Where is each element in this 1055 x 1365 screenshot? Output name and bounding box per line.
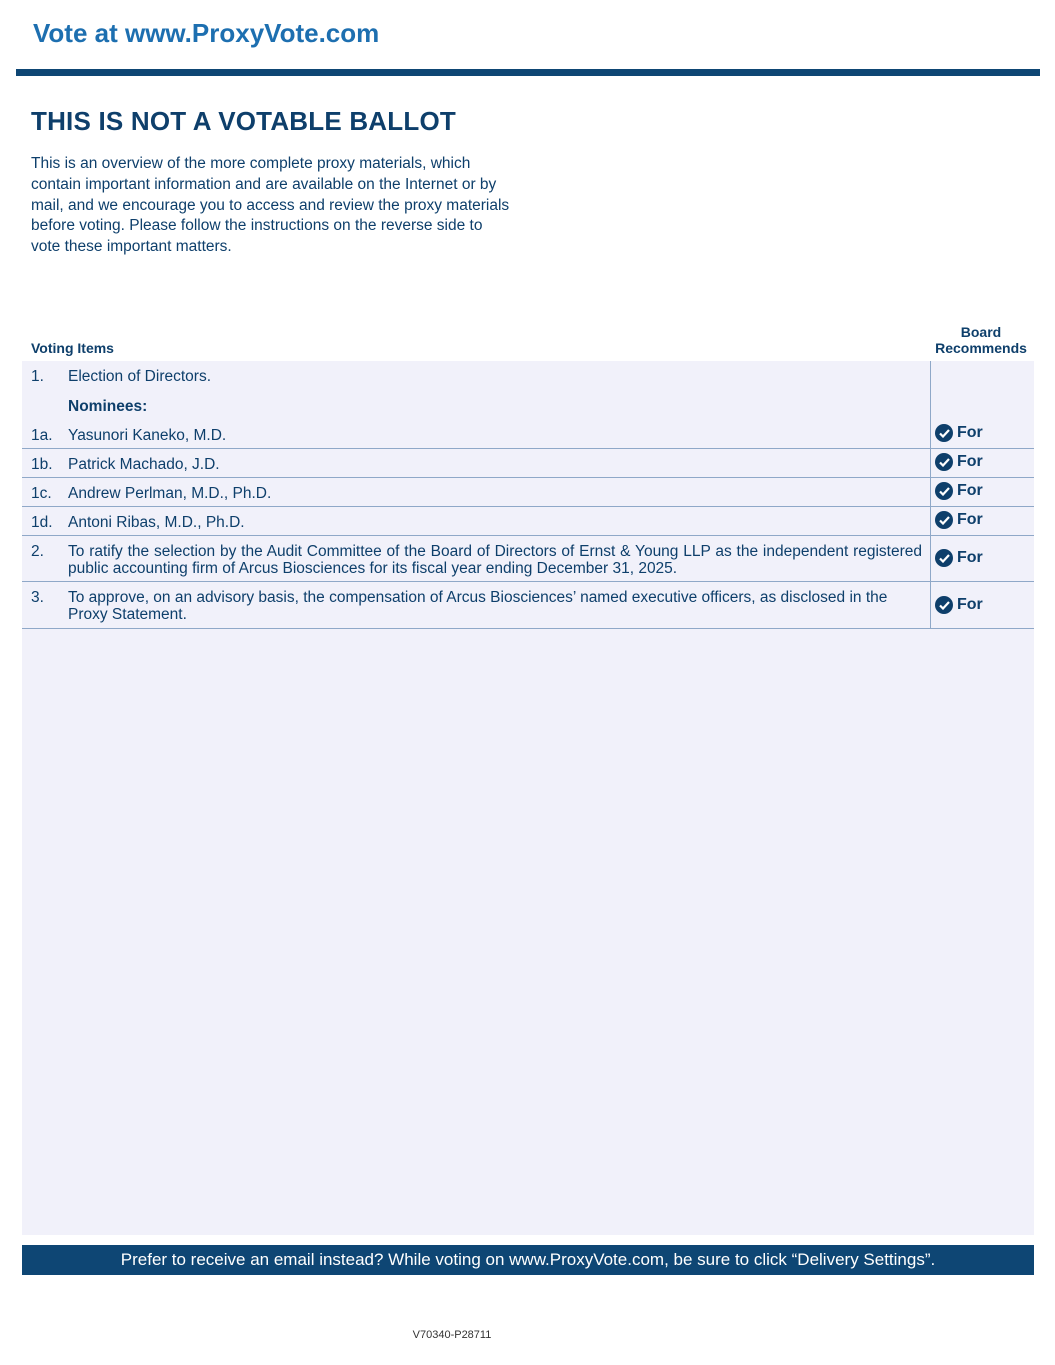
header-rule bbox=[16, 69, 1040, 76]
recommendation bbox=[935, 482, 983, 500]
checkmark-icon bbox=[935, 424, 953, 442]
checkmark-icon bbox=[935, 596, 953, 614]
item-number: 3. bbox=[31, 589, 44, 606]
checkmark-icon bbox=[935, 549, 953, 567]
voting-row-3 bbox=[22, 582, 1034, 629]
recommendation bbox=[935, 549, 983, 567]
document-control-code: V70340-P28711 bbox=[412, 1329, 492, 1341]
recommendation-label: For bbox=[957, 549, 983, 566]
recommendation bbox=[935, 596, 983, 614]
recommendation-label: For bbox=[957, 596, 983, 613]
recommendation bbox=[935, 511, 983, 529]
voting-row-1c bbox=[22, 478, 1034, 507]
checkmark-icon bbox=[935, 511, 953, 529]
item-text: Andrew Perlman, M.D., Ph.D. bbox=[68, 485, 272, 502]
item-text: Patrick Machado, J.D. bbox=[68, 456, 220, 473]
item-text: To approve, on an advisory basis, the compensation of Arcus Biosciences’ named executive officers, as disclosed in the Proxy Statement. bbox=[68, 589, 888, 623]
voting-row-1d bbox=[22, 507, 1034, 536]
voting-row-1a bbox=[22, 419, 1034, 449]
checkmark-icon bbox=[935, 453, 953, 471]
item-number: 1. bbox=[31, 368, 44, 385]
item-number: 1c. bbox=[31, 485, 52, 502]
recommendation-label: For bbox=[957, 482, 983, 499]
item-text: Election of Directors. bbox=[68, 368, 211, 385]
item-number: 1d. bbox=[31, 514, 53, 531]
item-number: 1b. bbox=[31, 456, 53, 473]
email-delivery-banner: Prefer to receive an email instead? While voting on www.ProxyVote.com, be sure to click “Delivery Settings”. bbox=[22, 1245, 1034, 1275]
nominees-label-row bbox=[22, 390, 1034, 419]
voting-row-2 bbox=[22, 536, 1034, 582]
recommendation bbox=[935, 453, 983, 471]
voting-row-1 bbox=[22, 361, 1034, 390]
board-header-line2: Recommends bbox=[935, 340, 1027, 356]
intro-paragraph: This is an overview of the more complete proxy materials, which contain important information and are available on the Internet or by mail, and we encourage you to access and review the proxy materials before voting. Please follow the instructions on the reverse side to vote these important matters. bbox=[31, 155, 510, 256]
board-recommends-header bbox=[928, 324, 1034, 356]
item-number: 1a. bbox=[31, 427, 53, 444]
voting-row-1b bbox=[22, 449, 1034, 478]
recommendation-label: For bbox=[957, 453, 983, 470]
item-number: 2. bbox=[31, 543, 44, 560]
recommendation-label: For bbox=[957, 511, 983, 528]
voting-items-header: Voting Items bbox=[31, 340, 114, 356]
board-header-line1: Board bbox=[960, 324, 1002, 340]
recommendation-label: For bbox=[957, 424, 983, 441]
item-text: Yasunori Kaneko, M.D. bbox=[68, 427, 227, 444]
recommendation bbox=[935, 424, 983, 442]
header-title[interactable]: Vote at www.ProxyVote.com bbox=[33, 18, 380, 48]
item-text: To ratify the selection by the Audit Committee of the Board of Directors of Ernst & Young LLP as the independent registered public accounting firm of Arcus Biosciences for its fiscal year ending December 31, 2025. bbox=[68, 543, 922, 577]
notice-heading: THIS IS NOT A VOTABLE BALLOT bbox=[31, 106, 456, 136]
nominees-label: Nominees: bbox=[68, 398, 148, 415]
row-separator bbox=[22, 628, 1034, 629]
checkmark-icon bbox=[935, 482, 953, 500]
item-text: Antoni Ribas, M.D., Ph.D. bbox=[68, 514, 245, 531]
